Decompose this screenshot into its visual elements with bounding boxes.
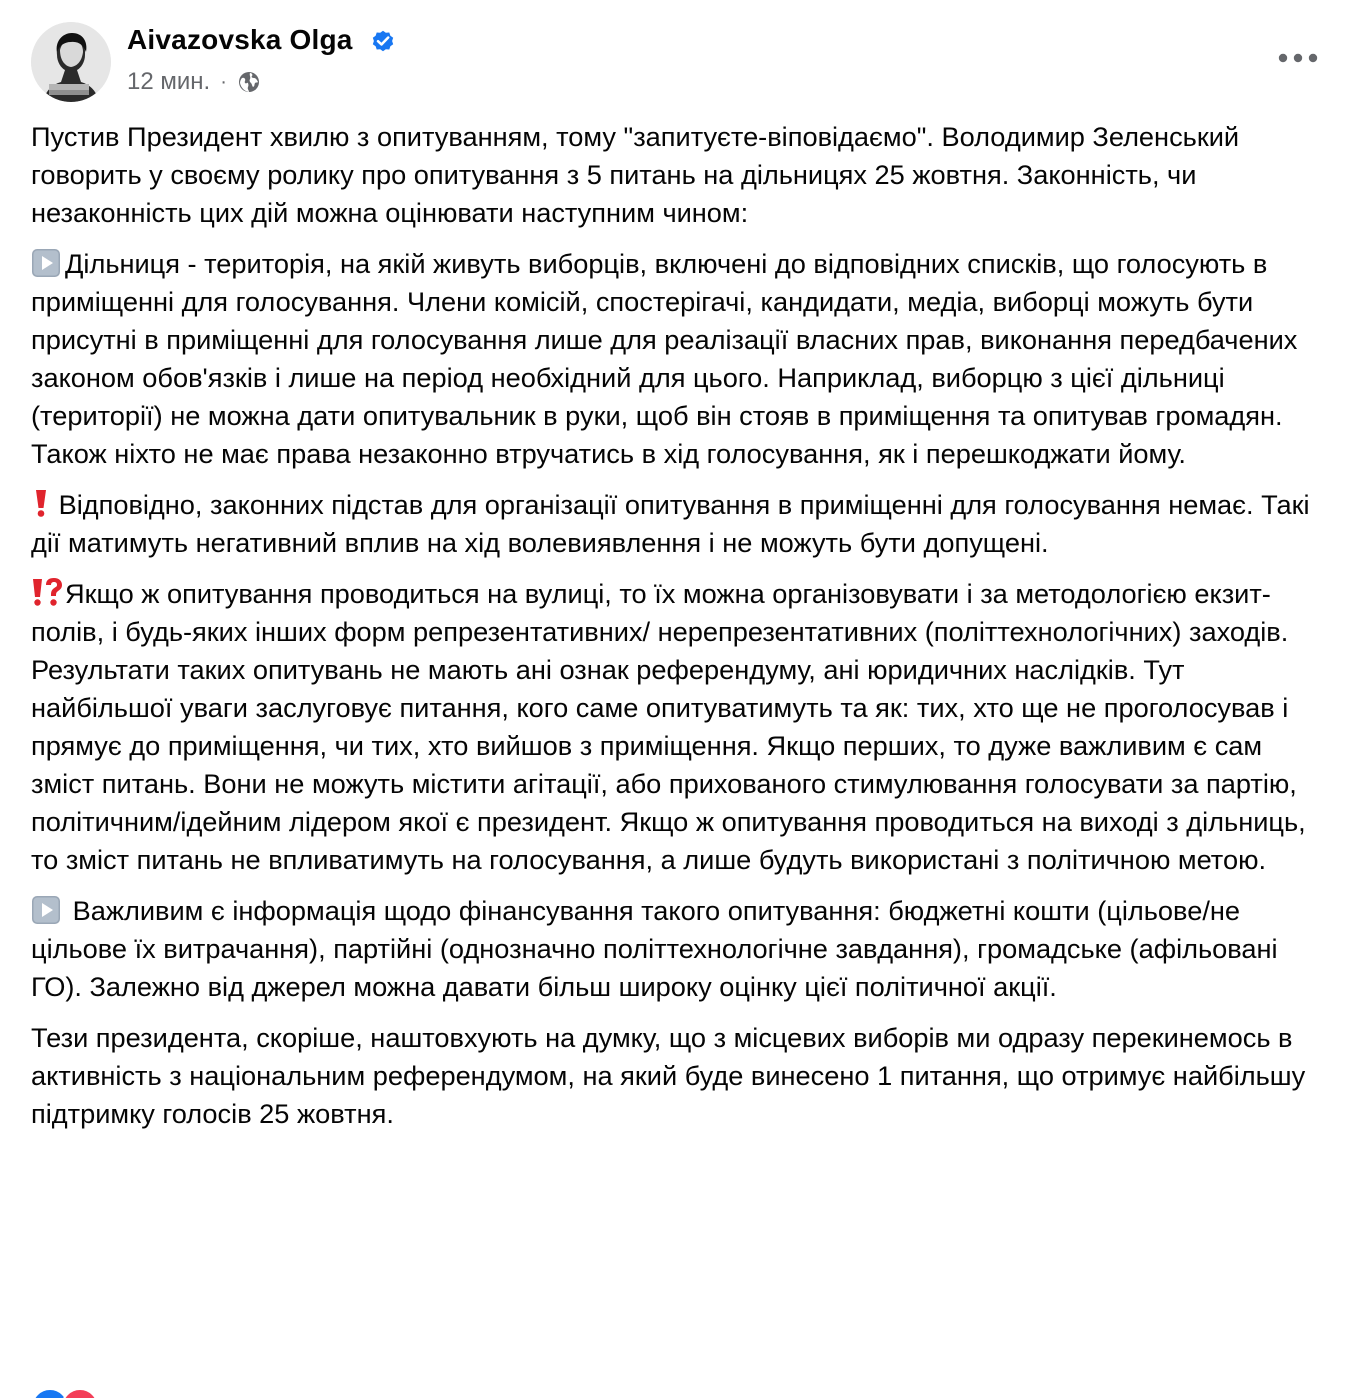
- meta-separator: ·: [220, 71, 227, 93]
- reactions-summary[interactable]: [31, 1388, 91, 1398]
- paragraph-conclusion-text: Тези президента, скоріше, наштовхують на думку, що з місцевих виборів ми одразу перекинемось в активність з національним референдумом, на який буде винесено 1 питання, що отримує найбільшу підтримку голосів 25 жовтня.: [31, 1022, 1306, 1129]
- exclamation-icon: [31, 488, 51, 518]
- paragraph-intro: [31, 118, 1331, 232]
- post-text: [31, 118, 1331, 1146]
- paragraph-legal-basis-text: Відповідно, законних підстав для організації опитування в приміщенні для голосування немає. Такі дії матимуть негативний вплив на хід волевиявлення і не можуть бути допущені.: [31, 489, 1310, 558]
- play-button-icon: [31, 895, 61, 925]
- verified-badge-icon: [370, 28, 396, 54]
- more-options-button[interactable]: [1270, 36, 1326, 80]
- paragraph-intro-text: Пустив Президент хвилю з опитуванням, тому "запитуєте-віповідаємо". Володимир Зеленський говорить у своєму ролику про опитування з 5 питань на дільницях 25 жовтня. Законність, чи незаконність цих дій можна оцінювати наступним чином:: [31, 121, 1240, 228]
- paragraph-conclusion: [31, 1019, 1331, 1133]
- author-name[interactable]: Aivazovska Olga: [127, 24, 353, 55]
- profile-photo-icon: [31, 22, 111, 102]
- more-horizontal-icon: [1278, 53, 1318, 63]
- exclamation-question-icon: [31, 577, 65, 607]
- post-header: [31, 22, 1326, 104]
- paragraph-street-poll-text: Якщо ж опитування проводиться на вулиці, то їх можна організовувати і за методологією екзит-полів, і будь-яких інших форм репрезентативних/ нерепрезентативних (політтехнологічних) заходів. Результати таких опитувань не мають ані ознак референдуму, ані юридичних наслідків. Тут найбільшої уваги заслуговує питання, кого саме опитуватимуть та як: тих, хто ще не проголосував і прямує до приміщення, чи тих, хто вийшов з приміщення. Якщо перших, то дуже важливим є сам зміст питань. Вони не можуть містити агітації, або прихованого стимулювання голосувати за партію, політичним/ідейним лідером якої є президент. Якщо ж опитування проводиться на виході з дільниць, то зміст питань не впливатимуть на голосування, а лише будуть використані з політичною метою.: [31, 578, 1306, 875]
- love-reaction-icon: [61, 1388, 99, 1398]
- author-avatar[interactable]: [31, 22, 111, 102]
- paragraph-legal-basis: [31, 486, 1331, 562]
- globe-icon[interactable]: [237, 70, 261, 94]
- paragraph-polling-station: [31, 245, 1331, 473]
- play-button-icon: [31, 248, 61, 278]
- paragraph-financing-text: Важливим є інформація щодо фінансування такого опитування: бюджетні кошти (цільове/не цільове їх витрачання), партійні (однозначно політтехнологічне завдання), громадське (афільовані ГО). Залежно від джерел можна давати більш широку оцінку цієї політичної акції.: [31, 895, 1278, 1002]
- post-meta: [127, 67, 261, 97]
- post-timestamp[interactable]: 12 мин.: [127, 68, 211, 95]
- paragraph-polling-station-text: Дільниця - територія, на якій живуть виборців, включені до відповідних списків, що голосують в приміщенні для голосування. Члени комісій, спостерігачі, кандидати, медіа, виборці можуть бути присутні в приміщенні для голосування лише для реалізації власних прав, виконання передбачених законом обов'язків і лише на період необхідний для цього. Наприклад, виборцю з цієї дільниці (території) не можна дати опитувальник в руки, щоб він стояв в приміщення та опитував громадян. Також ніхто не має права незаконно втручатись в хід голосування, як і перешкоджати йому.: [31, 248, 1298, 469]
- paragraph-street-poll: [31, 575, 1331, 879]
- paragraph-financing: [31, 892, 1331, 1006]
